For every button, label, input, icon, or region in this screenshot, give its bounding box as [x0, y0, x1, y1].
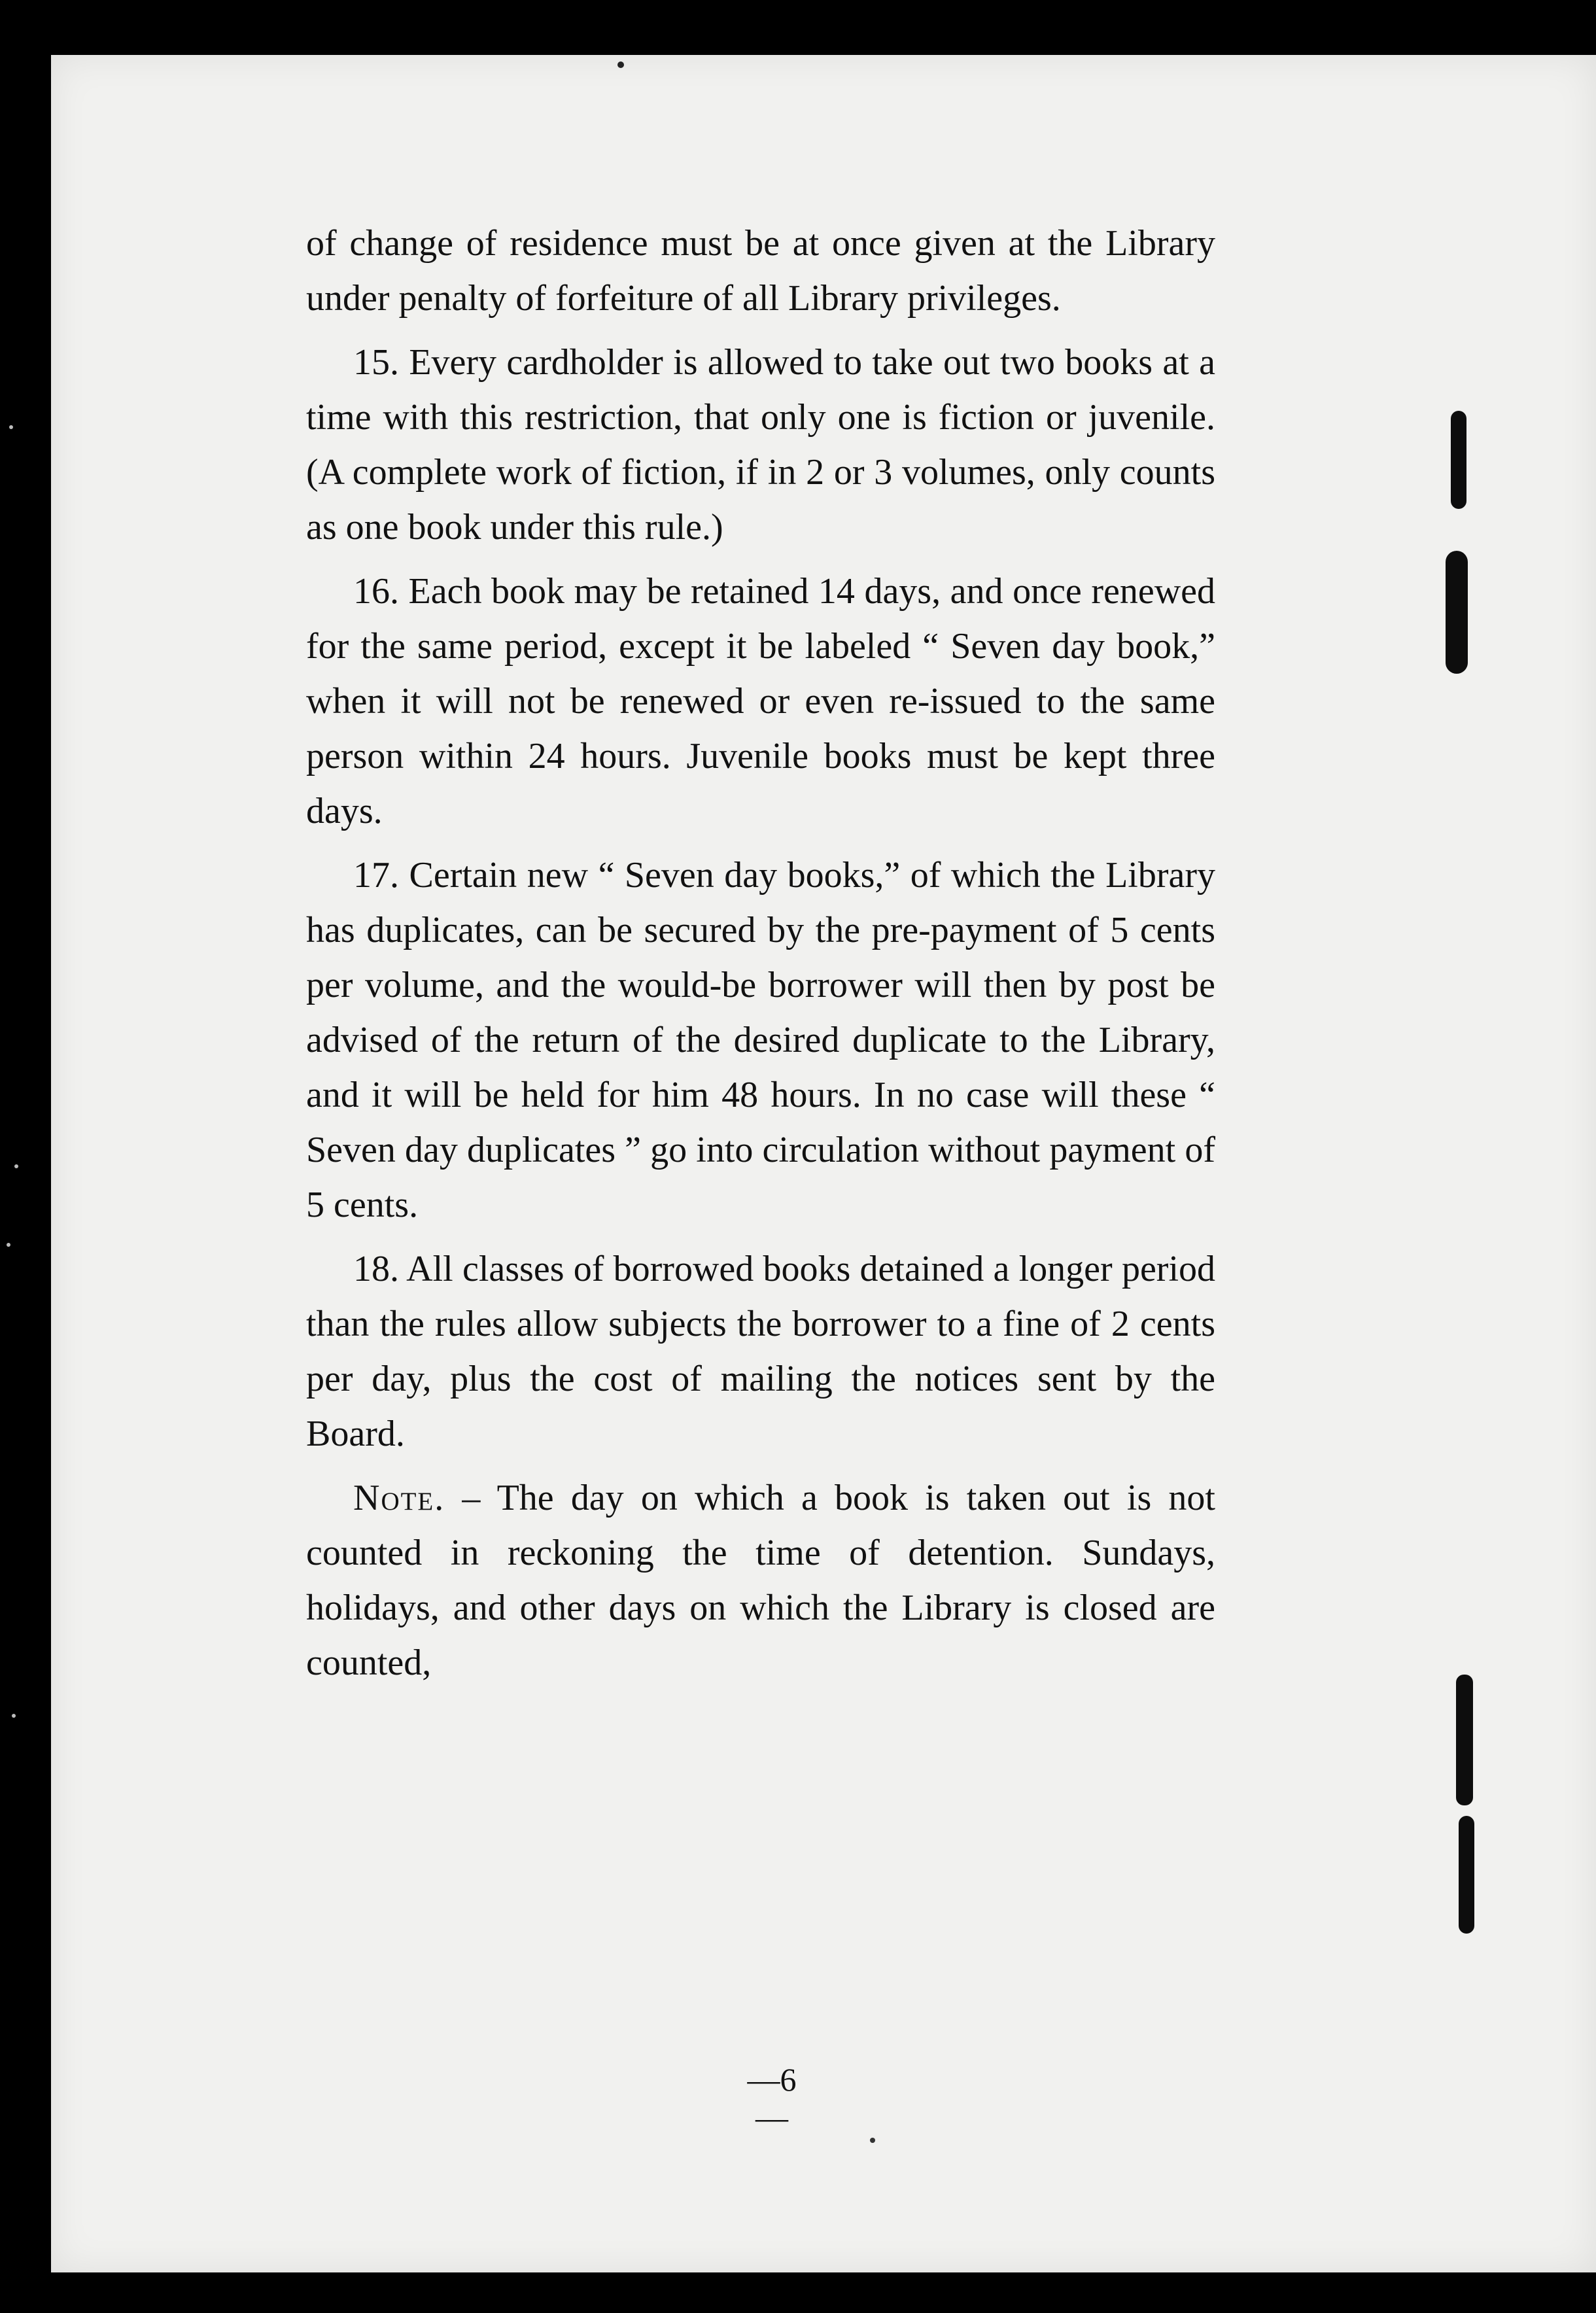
document-body — [306, 216, 1215, 1699]
paragraph-rule-16: 16. Each book may be retained 14 days, and once renewed for the same period, except it be labeled “ Seven day book,” when it will not be renewed or even re-issued to the same person within 24 hours. Juvenile books must be kept three days. — [306, 571, 1215, 831]
scan-speck — [14, 1164, 18, 1168]
paragraph-note — [306, 1470, 1215, 1690]
scan-margin — [0, 0, 51, 2313]
note-label: Note. — [353, 1478, 445, 1518]
binding-hole-mark — [1446, 551, 1468, 674]
scan-speck — [9, 425, 13, 429]
binding-hole-mark — [1451, 411, 1466, 509]
note-text: – The day on which a book is taken out is not counted in reckoning the time of detention. Sundays, holidays, and other days on which the Library is closed are counted, — [306, 1478, 1215, 1683]
page-number: —6— — [747, 2061, 797, 2136]
scan-speck — [12, 1714, 16, 1718]
binding-hole-mark — [1459, 1816, 1474, 1934]
paragraph-rule-15: 15. Every cardholder is allowed to take out two books at a time with this restriction, that only one is fiction or juvenile. (A complete work of fiction, if in 2 or 3 volumes, only counts as one book under this rule.) — [306, 342, 1215, 548]
paragraph-rule-17: 17. Certain new “ Seven day books,” of which the Library has duplicates, can be secured by the pre-payment of 5 cents per volume, and the would-be borrower will then by post be advised of the return of the desired duplicate to the Library, and it will be held for him 48 hours. In no case will these “ Seven day duplicates ” go into circulation without payment of 5 cents. — [306, 855, 1215, 1225]
scan-speck — [870, 2138, 875, 2143]
binding-hole-mark — [1456, 1675, 1473, 1805]
paragraph-continuation: of change of residence must be at once given at the Library under penalty of forfeiture of all Library privileges. — [306, 223, 1215, 319]
scan-speck — [7, 1243, 10, 1247]
scan-speck — [617, 61, 624, 68]
paragraph-rule-18: 18. All classes of borrowed books detained a longer period than the rules allow subjects the borrower to a fine of 2 cents per day, plus the cost of mailing the notices sent by the Board. — [306, 1249, 1215, 1454]
